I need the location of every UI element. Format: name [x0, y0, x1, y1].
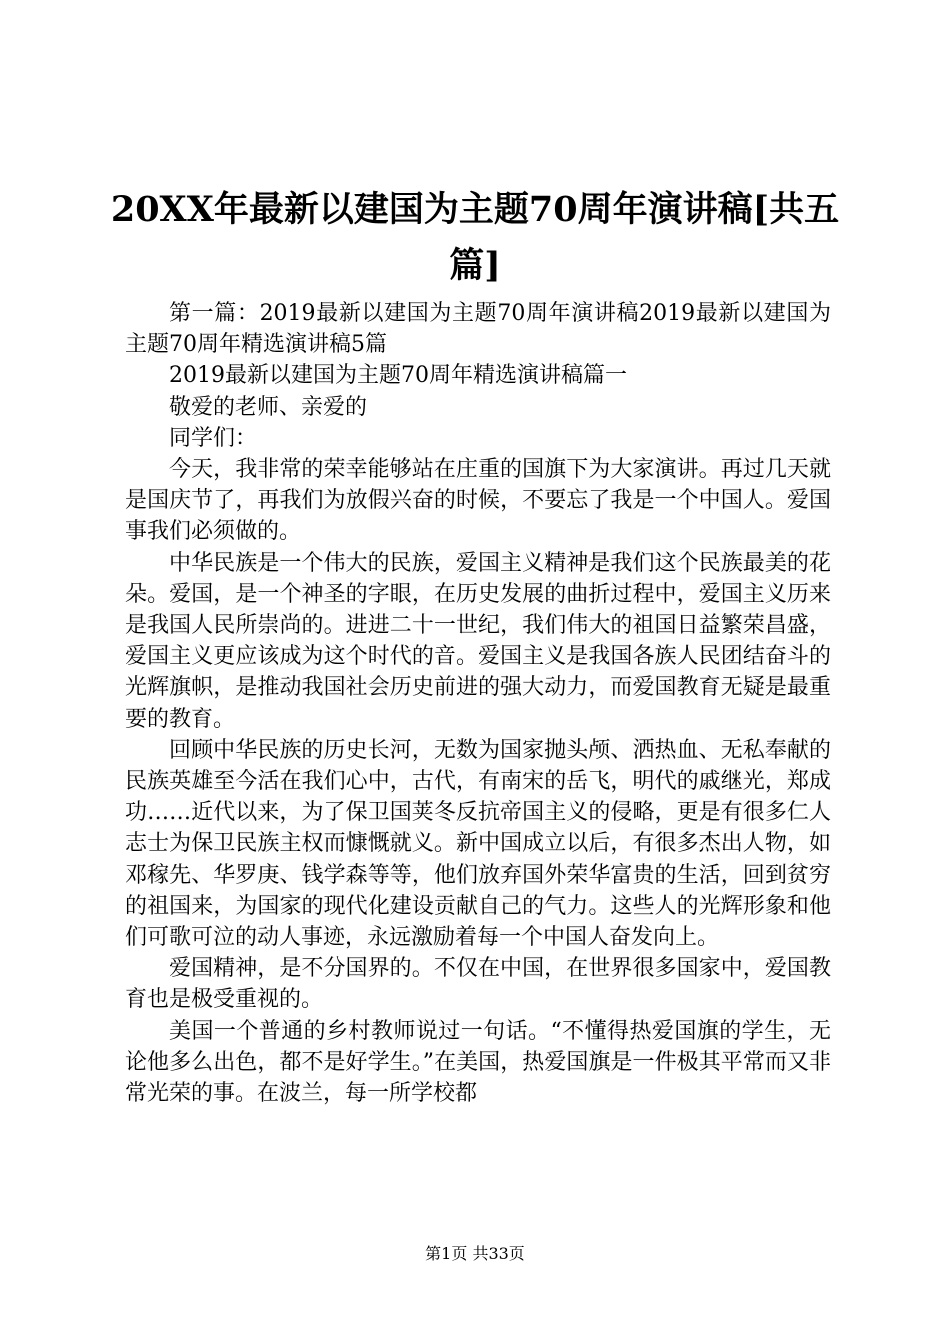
- paragraph: 同学们：: [169, 425, 258, 451]
- page-footer: 第1页 共33页: [425, 1244, 525, 1263]
- paragraph: 回顾中华民族的历史长河，无数为国家抛头颅、洒热血、无私奉献的民族英雄至今活在我们心中，古代，有南宋的岳飞，明代的戚继光，郑成功……近代以来，为了保卫国荚冬反抗帝国主义的侵略，更是有很多仁人志士为保卫民族主权而慷慨就义。新中国成立以后，有很多杰出人物，如邓稼先、华罗庚、钱学森等等，他们放弃国外荣华富贵的生活，回到贫穷的祖国来，为国家的现代化建设贡献自己的气力。这些人的光辉形象和他们可歌可泣的动人事迹，永远激励着每一个中国人奋发向上。: [125, 737, 831, 951]
- paragraph: 中华民族是一个伟大的民族，爱国主义精神是我们这个民族最美的花朵。爱国，是一个神圣的字眼，在历史发展的曲折过程中，爱国主义历来是我国人民所崇尚的。进进二十一世纪，我们伟大的祖国日益繁荣昌盛，爱国主义更应该成为这个时代的音。爱国主义是我国各族人民团结奋斗的光辉旗帜，是推动我国社会历史前进的强大动力，而爱国教育无疑是最重要的教育。: [125, 550, 831, 732]
- document-body: [125, 298, 831, 1109]
- document-title: 20XX年最新以建国为主题70周年演讲稿[共五篇]: [110, 189, 840, 286]
- paragraph: 2019最新以建国为主题70周年精选演讲稿篇一: [169, 363, 627, 389]
- paragraph: 敬爱的老师、亲爱的: [169, 394, 368, 420]
- paragraph: 美国一个普通的乡村教师说过一句话。“不懂得热爱国旗的学生，无论他多么出色，都不是好学生。”在美国，热爱国旗是一件极其平常而又非常光荣的事。在波兰，每一所学校都: [125, 1018, 831, 1107]
- paragraph: 第一篇：2019最新以建国为主题70周年演讲稿2019最新以建国为主题70周年精选演讲稿5篇: [125, 301, 831, 358]
- paragraph: 爱国精神，是不分国界的。不仅在中国，在世界很多国家中，爱国教育也是极受重视的。: [125, 956, 831, 1013]
- paragraph: 今天，我非常的荣幸能够站在庄重的国旗下为大家演讲。再过几天就是国庆节了，再我们为放假兴奋的时候，不要忘了我是一个中国人。爱国事我们必须做的。: [125, 457, 831, 545]
